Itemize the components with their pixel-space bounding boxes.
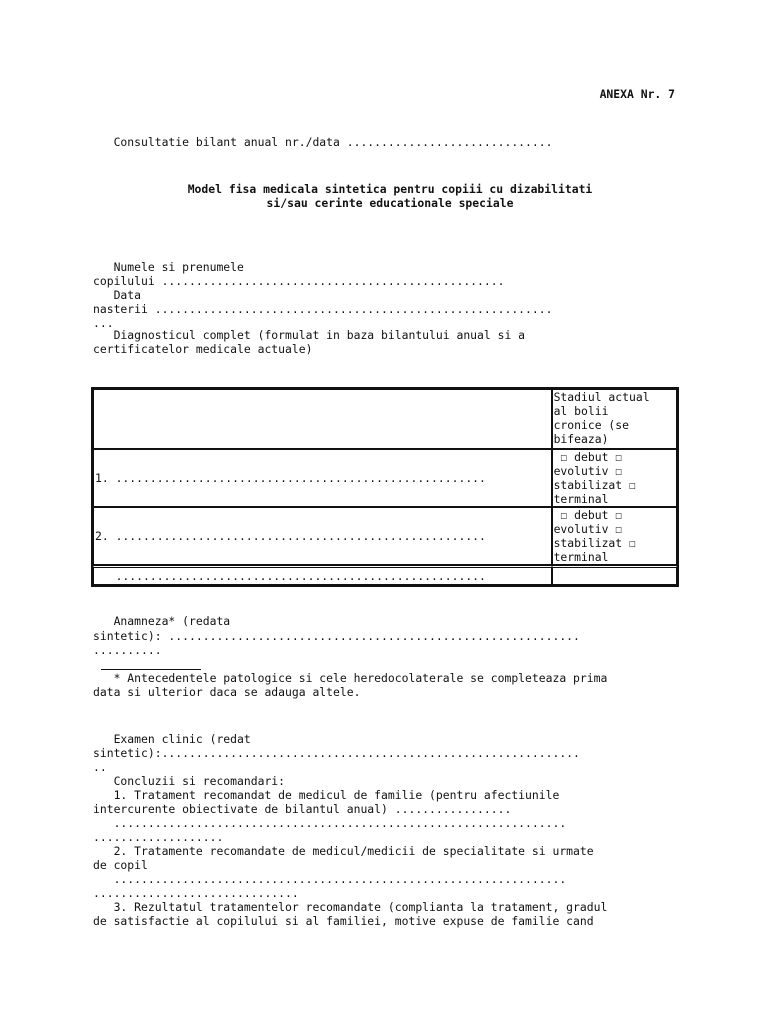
recommendation-1: 1. Tratament recomandat de medicul de familie (pentru afectiunile xyxy=(93,788,560,802)
recommendation-1-cont: intercurente obiectivate de bilantul anual) ................. xyxy=(93,802,512,816)
recommendation-1-field: .................................................................. xyxy=(93,816,567,830)
recommendation-3-cont: de satisfactie al copilului si al familiei, motive expuse de familie cand xyxy=(93,914,594,928)
stage-checkboxes-2: ☐ debut ☐ evolutiv ☐ stabilizat ☐ terminal xyxy=(552,507,677,565)
birth-date-field-cont: ... xyxy=(93,316,114,330)
table-header-blank-cell xyxy=(93,389,552,449)
recommendation-2: 2. Tratamente recomandate de medicul/medicii de specialitate si urmate xyxy=(93,844,594,858)
recommendation-2-field: .................................................................. xyxy=(93,872,567,886)
child-name-label: Numele si prenumele xyxy=(93,260,244,274)
consultation-line: Consultatie bilant anual nr./data .............................. xyxy=(93,135,553,149)
recommendation-2-cont: de copil xyxy=(93,858,148,872)
diagnosis-table xyxy=(91,387,679,587)
birth-date-label: Data xyxy=(93,288,142,302)
diagnosis-label: Diagnosticul complet (formulat in baza bilantului anual si a xyxy=(93,328,526,342)
footnote-line-2: data si ulterior daca se adauga altele. xyxy=(93,685,361,699)
diagnosis-item-2: 2. ...................................................... xyxy=(93,507,552,565)
document-title-line-2: si/sau cerinte educationale speciale xyxy=(266,196,514,210)
stage-checkboxes-1: ☐ debut ☐ evolutiv ☐ stabilizat ☐ terminal xyxy=(552,449,677,507)
stage-extra-cell xyxy=(552,565,677,585)
child-name-field: copilului .................................................. xyxy=(93,274,505,288)
annex-number: ANEXA Nr. 7 xyxy=(599,87,675,101)
birth-date-field: nasterii .......................................................... xyxy=(93,302,553,316)
chronic-stage-header: Stadiul actual al bolii cronice (se bifeaza) xyxy=(552,389,677,449)
anamnesis-field: sintetic): ............................................................ xyxy=(93,629,580,643)
recommendation-3: 3. Rezultatul tratamentelor recomandate (complianta la tratament, gradul xyxy=(93,900,608,914)
conclusions-heading: Concluzii si recomandari: xyxy=(93,774,286,788)
clinical-exam-label: Examen clinic (redat xyxy=(93,732,251,746)
anamnesis-field-cont: .......... xyxy=(93,643,162,657)
recommendation-1-field-cont: ................... xyxy=(93,830,224,844)
document-title-line-1: Model fisa medicala sintetica pentru copiii cu dizabilitati xyxy=(187,182,593,196)
footnote-divider xyxy=(101,669,201,670)
table-row xyxy=(93,507,677,565)
recommendation-2-field-cont: .............................. xyxy=(93,886,299,900)
diagnosis-item-1: 1. ...................................................... xyxy=(93,449,552,507)
footnote-line-1: * Antecedentele patologice si cele heredocolaterale se completeaza prima xyxy=(93,671,608,685)
table-header-row xyxy=(93,389,677,449)
clinical-exam-field-cont: .. xyxy=(93,760,107,774)
table-row xyxy=(93,449,677,507)
clinical-exam-field: sintetic):............................................................. xyxy=(93,746,580,760)
table-row xyxy=(93,565,677,585)
diagnosis-item-extra: ...................................................... xyxy=(93,565,552,585)
anamnesis-label: Anamneza* (redata xyxy=(93,614,231,628)
diagnosis-label-cont: certificatelor medicale actuale) xyxy=(93,342,313,356)
